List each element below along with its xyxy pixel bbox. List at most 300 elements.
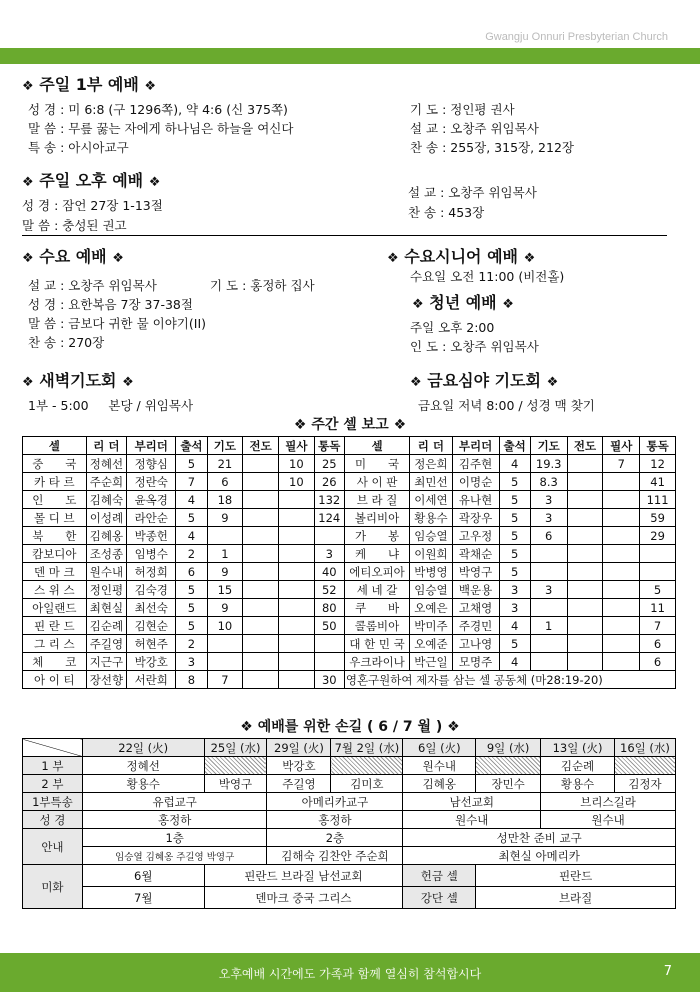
helper-cell: 박영구 [204, 775, 267, 793]
table-cell: 4 [176, 527, 207, 545]
helper-cell: 임승열 김혜옹 주길영 박영구 [82, 847, 267, 865]
corner-cell [23, 739, 83, 757]
table-cell: 장선향 [86, 671, 127, 689]
table-cell: 체 코 [23, 653, 87, 671]
guide-header-row [23, 829, 676, 847]
table-cell: 40 [314, 563, 344, 581]
diamond-icon: ❖ [144, 79, 157, 94]
table-cell [603, 563, 640, 581]
diamond-icon: ❖ [22, 375, 34, 390]
table-cell: 5 [499, 509, 530, 527]
table-cell [278, 527, 314, 545]
table-cell: 15 [207, 581, 243, 599]
table-row [23, 653, 676, 671]
table-cell [314, 527, 344, 545]
table-cell [567, 527, 603, 545]
dawn-prayer-title: ❖ 새벽기도회 ❖ [22, 371, 134, 390]
table-cell [278, 509, 314, 527]
table-cell [243, 671, 279, 689]
table-cell [567, 491, 603, 509]
table-cell: 41 [640, 473, 676, 491]
table-cell: 10 [278, 455, 314, 473]
table-cell: 10 [207, 617, 243, 635]
table-cell: 2 [176, 635, 207, 653]
table-cell [243, 527, 279, 545]
table-cell: 4 [499, 617, 530, 635]
row-label: 1 부 [23, 757, 83, 775]
s3-scripture: 성 경 : 요한복음 7장 37-38절 [28, 297, 193, 312]
table-cell: 4 [176, 491, 207, 509]
table-cell: 지근구 [86, 653, 127, 671]
table-cell [278, 653, 314, 671]
table-cell: 김혜옹 [86, 527, 127, 545]
table-cell [243, 653, 279, 671]
table-row [23, 527, 676, 545]
s2-hymn: 찬 송 : 453장 [408, 205, 485, 220]
table-cell: 5 [176, 599, 207, 617]
table-cell: 김순례 [86, 617, 127, 635]
table-cell [603, 635, 640, 653]
sunday-first-service-title: ❖ 주일 1부 예배 ❖ [22, 75, 157, 94]
table-cell: 6 [176, 563, 207, 581]
table-cell: 124 [314, 509, 344, 527]
table-cell [567, 509, 603, 527]
diamond-icon: ❖ [410, 375, 422, 390]
s2-sermon: 말 씀 : 충성된 권고 [22, 218, 127, 233]
table-cell: 유나현 [452, 491, 499, 509]
table-cell [243, 581, 279, 599]
table-cell: 그 리 스 [23, 635, 87, 653]
table-row [23, 491, 676, 509]
helper-cell: 황용수 [82, 775, 204, 793]
table-cell: 이세연 [410, 491, 452, 509]
s1-special: 특 송 : 아시아교구 [28, 140, 129, 155]
table-cell: 에티오피아 [344, 563, 409, 581]
table-cell: 8 [176, 671, 207, 689]
table-cell [530, 635, 567, 653]
table-cell [207, 635, 243, 653]
table-row [23, 635, 676, 653]
table-cell: 6 [640, 635, 676, 653]
wednesday-service-title: ❖ 수요 예배 ❖ [22, 247, 124, 266]
table-cell [278, 599, 314, 617]
table-cell [567, 635, 603, 653]
table-cell [530, 563, 567, 581]
column-header: 필사 [278, 437, 314, 455]
table-cell: 최현실 [86, 599, 127, 617]
church-name: Gwangju Onnuri Presbyterian Church [485, 31, 668, 43]
table-cell: 서란희 [127, 671, 176, 689]
table-cell: 카 타 르 [23, 473, 87, 491]
cell-motto: 영혼구원하여 제자를 삼는 셀 공동체 (마28:19-20) [344, 671, 675, 689]
s1-hymn: 찬 송 : 255장, 315장, 212장 [410, 140, 574, 155]
table-cell: 임승열 [410, 527, 452, 545]
table-cell: 세 네 갈 [344, 581, 409, 599]
table-cell: 조성종 [86, 545, 127, 563]
column-header: 기도 [207, 437, 243, 455]
table-cell: 사 이 판 [344, 473, 409, 491]
s1-sermon: 말 씀 : 무릎 꿇는 자에게 하나님은 하늘을 여신다 [28, 121, 294, 136]
table-cell [530, 599, 567, 617]
table-cell [278, 671, 314, 689]
table-cell [278, 617, 314, 635]
table-cell: 18 [207, 491, 243, 509]
table-cell: 임병수 [127, 545, 176, 563]
diamond-icon: ❖ [22, 251, 34, 266]
first-service-row [23, 757, 676, 775]
table-cell [640, 545, 676, 563]
empty-cell [614, 757, 675, 775]
table-cell: 8.3 [530, 473, 567, 491]
date-cell: 25일 (水) [204, 739, 267, 757]
table-row [23, 545, 676, 563]
table-cell [278, 491, 314, 509]
diamond-icon: ❖ [523, 251, 536, 266]
helper-cell: 원수내 [403, 757, 476, 775]
table-cell: 이성례 [86, 509, 127, 527]
table-cell: 25 [314, 455, 344, 473]
table-cell [243, 599, 279, 617]
table-cell: 고나영 [452, 635, 499, 653]
table-cell [567, 473, 603, 491]
table-cell: 5 [176, 509, 207, 527]
table-cell: 최민선 [410, 473, 452, 491]
header-bar [0, 48, 700, 64]
table-cell: 5 [499, 527, 530, 545]
table-row [23, 455, 676, 473]
table-cell: 주길영 [86, 635, 127, 653]
table-cell: 덴 마 크 [23, 563, 87, 581]
date-cell: 16일 (水) [614, 739, 675, 757]
row-label: 1부특송 [23, 793, 83, 811]
table-cell: 모명주 [452, 653, 499, 671]
offering-cell-label: 헌금 셀 [403, 865, 476, 887]
table-cell: 김혜숙 [86, 491, 127, 509]
table-cell: 아일랜드 [23, 599, 87, 617]
table-cell [603, 599, 640, 617]
table-cell [243, 563, 279, 581]
table-cell: 6 [207, 473, 243, 491]
senior-service-title: ❖ 수요시니어 예배 ❖ [387, 247, 536, 266]
table-cell: 가 봉 [344, 527, 409, 545]
second-service-row [23, 775, 676, 793]
table-cell: 박미주 [410, 617, 452, 635]
youth-service-title: ❖ 청년 예배 ❖ [412, 293, 514, 312]
altar-cell-label: 강단 셀 [403, 887, 476, 909]
table-cell [567, 455, 603, 473]
table-cell: 9 [207, 599, 243, 617]
table-cell: 4 [499, 653, 530, 671]
table-cell: 6 [530, 527, 567, 545]
s3-prayer: 기 도 : 홍정하 집사 [210, 278, 315, 293]
table-cell [243, 491, 279, 509]
table-cell: 4 [499, 455, 530, 473]
guide-floor-cell: 2층 [267, 829, 403, 847]
table-cell: 박근일 [410, 653, 452, 671]
table-cell [567, 653, 603, 671]
table-cell [207, 527, 243, 545]
table-cell: 50 [314, 617, 344, 635]
column-header: 출석 [499, 437, 530, 455]
sunday-afternoon-service-title: ❖ 주일 오후 예배 ❖ [22, 171, 161, 190]
table-cell [640, 563, 676, 581]
table-cell [530, 545, 567, 563]
table-cell: 북 한 [23, 527, 87, 545]
helper-cell: 아메리카교구 [267, 793, 403, 811]
s1-scripture: 성 경 : 미 6:8 (구 1296쪽), 약 4:6 (신 375쪽) [28, 102, 288, 117]
empty-cell [204, 757, 267, 775]
table-cell [603, 509, 640, 527]
s1-prayer: 기 도 : 정인평 권사 [410, 102, 515, 117]
diamond-icon: ❖ [293, 417, 307, 433]
table-cell: 주경민 [452, 617, 499, 635]
diamond-icon: ❖ [240, 719, 253, 735]
table-cell: 정인평 [86, 581, 127, 599]
helper-cell: 홍정하 [267, 811, 403, 829]
helper-cell: 브리스길라 [541, 793, 676, 811]
scripture-row [23, 811, 676, 829]
guide-row [23, 847, 676, 865]
table-cell: 브 라 질 [344, 491, 409, 509]
column-header: 부리더 [127, 437, 176, 455]
special-song-row [23, 793, 676, 811]
table-cell: 캄보디아 [23, 545, 87, 563]
row-label: 성 경 [23, 811, 83, 829]
s2-scripture: 성 경 : 잠언 27장 1-13절 [22, 198, 163, 213]
guide-floor-cell: 1층 [82, 829, 267, 847]
diamond-icon: ❖ [393, 417, 407, 433]
s7-line: 금요일 저녁 8:00 / 성경 맥 찾기 [418, 398, 595, 413]
table-cell [603, 473, 640, 491]
table-cell: 3 [530, 509, 567, 527]
date-cell: 29일 (火) [267, 739, 331, 757]
table-cell: 9 [207, 509, 243, 527]
table-cell: 26 [314, 473, 344, 491]
table-cell: 정향심 [127, 455, 176, 473]
column-header: 전도 [243, 437, 279, 455]
table-cell: 김숙경 [127, 581, 176, 599]
table-cell: 허정희 [127, 563, 176, 581]
table-cell: 콜롬비아 [344, 617, 409, 635]
table-row [23, 563, 676, 581]
helper-cell: 최현실 아메리카 [403, 847, 676, 865]
table-cell: 이원희 [410, 545, 452, 563]
diamond-icon: ❖ [447, 719, 460, 735]
table-cell [567, 581, 603, 599]
table-cell: 고우정 [452, 527, 499, 545]
table-cell: 곽장우 [452, 509, 499, 527]
table-cell: 111 [640, 491, 676, 509]
column-header: 출석 [176, 437, 207, 455]
footer-text: 오후예배 시간에도 가족과 함께 열심히 참석합시다 [218, 967, 482, 981]
table-cell: 11 [640, 599, 676, 617]
table-cell: 임승열 [410, 581, 452, 599]
table-cell: 박병영 [410, 563, 452, 581]
table-cell: 5 [499, 635, 530, 653]
table-cell [530, 653, 567, 671]
month-cell: 7월 [82, 887, 204, 909]
table-cell: 5 [176, 455, 207, 473]
table-cell: 19.3 [530, 455, 567, 473]
table-cell: 라안순 [127, 509, 176, 527]
date-cell: 22일 (火) [82, 739, 204, 757]
table-cell: 5 [499, 473, 530, 491]
helper-cell: 장민수 [476, 775, 541, 793]
table-header-row [23, 437, 676, 455]
diamond-icon: ❖ [148, 175, 161, 190]
helper-cell: 박강호 [267, 757, 331, 775]
table-row [23, 581, 676, 599]
table-cell: 윤옥경 [127, 491, 176, 509]
s2-preacher: 설 교 : 오창주 위임목사 [408, 185, 537, 200]
divider [22, 235, 667, 236]
table-cell [243, 509, 279, 527]
cell-report-title: ❖ 주간 셀 보고 ❖ [293, 417, 407, 433]
beauty-row-july [23, 887, 676, 909]
table-cell [603, 617, 640, 635]
table-cell [603, 653, 640, 671]
table-cell: 최선숙 [127, 599, 176, 617]
table-cell: 이명순 [452, 473, 499, 491]
table-cell: 정란숙 [127, 473, 176, 491]
table-cell: 인 도 [23, 491, 87, 509]
friday-prayer-title: ❖ 금요심야 기도회 ❖ [410, 371, 559, 390]
table-cell [567, 563, 603, 581]
helper-cell: 김혜옹 [403, 775, 476, 793]
table-cell: 5 [640, 581, 676, 599]
s3-sermon: 말 씀 : 금보다 귀한 물 이야기(II) [28, 316, 207, 331]
s6-line: 1부 - 5:00 본당 / 위임목사 [28, 398, 194, 413]
table-cell: 중 국 [23, 455, 87, 473]
helper-cell: 원수내 [541, 811, 676, 829]
helper-cell: 덴마크 중국 그리스 [204, 887, 403, 909]
table-cell: 박종헌 [127, 527, 176, 545]
table-cell: 케 냐 [344, 545, 409, 563]
diamond-icon: ❖ [122, 375, 134, 390]
empty-cell [476, 757, 541, 775]
table-cell [243, 473, 279, 491]
table-cell: 고채영 [452, 599, 499, 617]
dates-row [23, 739, 676, 757]
helper-cell: 홍정하 [82, 811, 267, 829]
table-cell: 9 [207, 563, 243, 581]
table-cell: 김현순 [127, 617, 176, 635]
table-cell: 5 [499, 563, 530, 581]
helper-cell: 주길영 [267, 775, 331, 793]
diamond-icon: ❖ [412, 297, 424, 312]
table-cell [278, 545, 314, 563]
table-cell: 쿠 바 [344, 599, 409, 617]
table-cell [278, 635, 314, 653]
s5-leader: 인 도 : 오창주 위임목사 [410, 339, 539, 354]
table-cell: 대 한 민 국 [344, 635, 409, 653]
table-cell [243, 635, 279, 653]
table-cell: 정혜선 [86, 455, 127, 473]
helper-cell: 유럽교구 [82, 793, 267, 811]
helper-cell: 김순례 [541, 757, 615, 775]
table-cell: 3 [176, 653, 207, 671]
column-header: 기도 [530, 437, 567, 455]
table-cell: 1 [530, 617, 567, 635]
table-cell: 정은희 [410, 455, 452, 473]
helper-cell: 황용수 [541, 775, 615, 793]
helper-cell: 핀란드 [476, 865, 676, 887]
table-cell [314, 653, 344, 671]
table-cell: 원수내 [86, 563, 127, 581]
table-cell: 80 [314, 599, 344, 617]
table-cell: 7 [603, 455, 640, 473]
table-cell: 10 [278, 473, 314, 491]
table-cell: 오예은 [410, 599, 452, 617]
column-header: 셀 [344, 437, 409, 455]
table-cell: 29 [640, 527, 676, 545]
diamond-icon: ❖ [22, 175, 34, 190]
table-cell: 5 [176, 581, 207, 599]
row-label: 안내 [23, 829, 83, 865]
table-row [23, 473, 676, 491]
helper-cell: 남선교회 [403, 793, 541, 811]
table-cell [243, 617, 279, 635]
table-cell: 3 [530, 491, 567, 509]
table-cell [278, 581, 314, 599]
table-cell: 박강호 [127, 653, 176, 671]
table-cell [243, 545, 279, 563]
table-cell [603, 491, 640, 509]
table-row [23, 617, 676, 635]
month-cell: 6월 [82, 865, 204, 887]
table-cell: 2 [176, 545, 207, 563]
communion-cell: 성만찬 준비 교구 [403, 829, 676, 847]
beauty-row-june [23, 865, 676, 887]
table-cell [278, 563, 314, 581]
helper-cell: 정혜선 [82, 757, 204, 775]
column-header: 셀 [23, 437, 87, 455]
table-cell: 황용수 [410, 509, 452, 527]
footer-bar [0, 953, 700, 992]
table-cell [603, 545, 640, 563]
table-cell: 30 [314, 671, 344, 689]
table-cell: 132 [314, 491, 344, 509]
table-row [23, 599, 676, 617]
hands-title: ❖ 예배를 위한 손길 ( 6 / 7 월 ) ❖ [240, 719, 460, 735]
s4-line: 수요일 오전 11:00 (비전홀) [410, 269, 565, 284]
table-cell: 우크라이나 [344, 653, 409, 671]
column-header: 리 더 [410, 437, 452, 455]
date-cell: 7월 2일 (水) [331, 739, 403, 757]
table-cell: 핀 란 드 [23, 617, 87, 635]
s5-time: 주일 오후 2:00 [410, 320, 495, 335]
table-cell: 3 [530, 581, 567, 599]
helper-cell: 김미호 [331, 775, 403, 793]
diamond-icon: ❖ [546, 375, 559, 390]
s3-hymn: 찬 송 : 270장 [28, 335, 105, 350]
column-header: 부리더 [452, 437, 499, 455]
table-cell: 5 [176, 617, 207, 635]
helper-cell: 브라질 [476, 887, 676, 909]
date-cell: 9일 (水) [476, 739, 541, 757]
table-cell [567, 599, 603, 617]
diamond-icon: ❖ [22, 79, 34, 94]
table-cell [567, 545, 603, 563]
table-cell: 7 [176, 473, 207, 491]
helper-cell: 김해숙 김찬안 주순희 [267, 847, 403, 865]
table-cell: 7 [207, 671, 243, 689]
date-cell: 6일 (火) [403, 739, 476, 757]
table-cell: 1 [207, 545, 243, 563]
row-label: 미화 [23, 865, 83, 909]
helper-cell: 원수내 [403, 811, 541, 829]
table-cell: 볼리비아 [344, 509, 409, 527]
